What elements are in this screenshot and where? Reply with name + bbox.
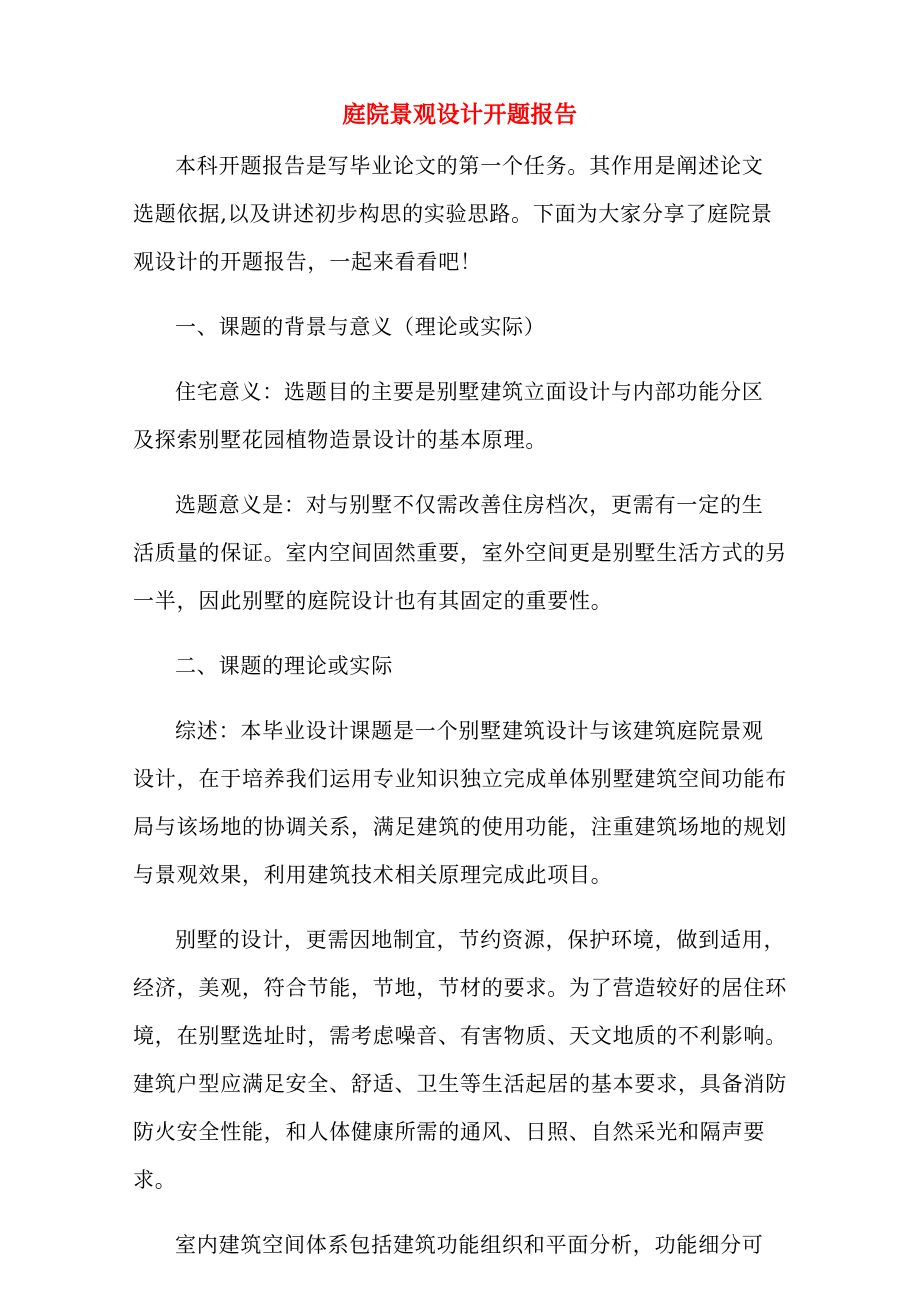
paragraph-line: 活质量的保证。室内空间固然重要，室外空间更是别墅生活方式的另	[133, 541, 787, 565]
paragraph-line: 本科开题报告是写毕业论文的第一个任务。其作用是阐述论文	[175, 154, 764, 178]
paragraph-topic-meaning	[133, 481, 787, 625]
paragraph-residential-meaning	[133, 368, 783, 464]
section-heading-text: 二、课题的理论或实际	[175, 654, 393, 678]
paragraph-line: 一半，因此别墅的庭院设计也有其固定的重要性。	[133, 589, 613, 613]
section-heading-1	[133, 303, 783, 351]
paragraph-line: 室内建筑空间体系包括建筑功能组织和平面分析，功能细分可	[175, 1233, 764, 1257]
paragraph-line: 别墅的设计，更需因地制宜，节约资源，保护环境，做到适用，	[175, 928, 786, 952]
paragraph-summary	[133, 707, 787, 899]
paragraph-line: 住宅意义：选题目的主要是别墅建筑立面设计与内部功能分区	[175, 380, 764, 404]
paragraph-line: 及探索别墅花园植物造景设计的基本原理。	[133, 428, 548, 452]
paragraph-line: 求。	[133, 1168, 177, 1192]
paragraph-line: 观设计的开题报告，一起来看看吧！	[133, 250, 482, 274]
paragraph-line: 经济，美观，符合节能，节地，节材的要求。为了营造较好的居住环	[133, 976, 787, 1000]
paragraph-line: 境，在别墅选址时，需考虑噪音、有害物质、天文地质的不利影响。	[133, 1024, 787, 1048]
paragraph-line: 综述：本毕业设计课题是一个别墅建筑设计与该建筑庭院景观	[175, 719, 764, 743]
paragraph-line: 与景观效果，利用建筑技术相关原理完成此项目。	[133, 863, 613, 887]
paragraph-line: 建筑户型应满足安全、舒适、卫生等生活起居的基本要求，具备消防	[133, 1072, 787, 1096]
section-heading-2	[133, 642, 783, 690]
document-body	[133, 142, 787, 1286]
document-title: 庭院景观设计开题报告	[342, 101, 578, 128]
paragraph-line: 设计，在于培养我们运用专业知识独立完成单体别墅建筑空间功能布	[133, 767, 787, 791]
paragraph-interior-space	[133, 1221, 783, 1269]
paragraph-villa-design	[133, 916, 787, 1204]
paragraph-line: 选题依据,以及讲述初步构思的实验思路。下面为大家分享了庭院景	[133, 202, 773, 226]
paragraph-line: 选题意义是：对与别墅不仅需改善住房档次，更需有一定的生	[175, 493, 764, 517]
section-heading-text: 一、课题的背景与意义（理论或实际）	[175, 315, 546, 339]
paragraph-intro	[133, 142, 783, 286]
paragraph-line: 防火安全性能，和人体健康所需的通风、日照、自然采光和隔声要	[133, 1120, 766, 1144]
paragraph-line: 局与该场地的协调关系，满足建筑的使用功能，注重建筑场地的规划	[133, 815, 787, 839]
